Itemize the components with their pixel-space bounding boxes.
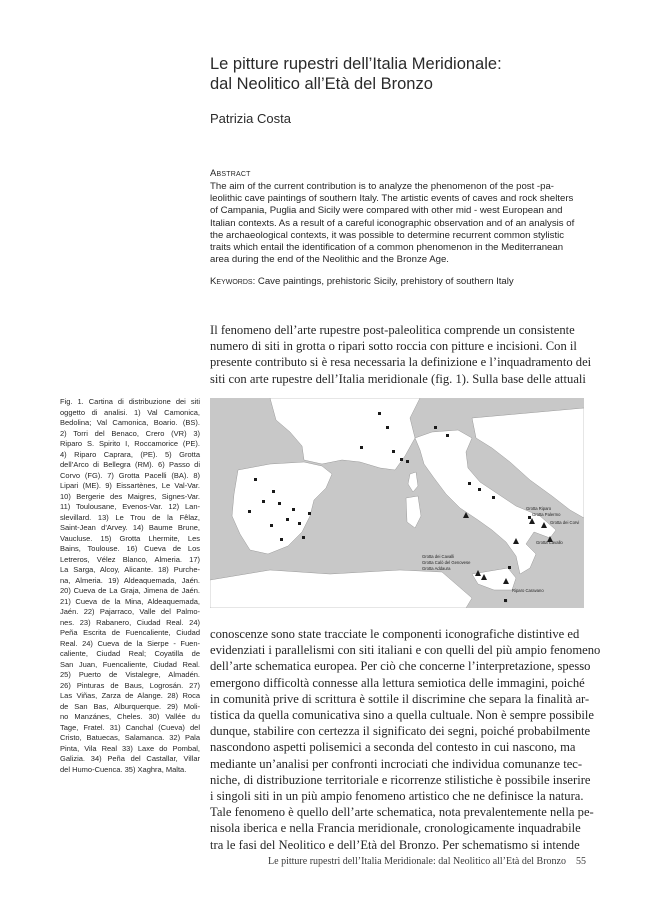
caption-line: 11) Toulousane, Evenos-Var. 12) Lan- — [60, 502, 200, 511]
abstract-line: Italian contexts. As a result of a careful iconographic observation and of an analysis of — [210, 217, 575, 229]
site-marker — [492, 496, 495, 499]
body-line: emergono difficoltà connesse alla lettura semiotica delle immagini, poiché — [210, 675, 585, 690]
abstract-line: traits which entail the identification of a common phenomenon in the Mediterranean — [210, 242, 564, 254]
site-marker — [360, 446, 363, 449]
page-footer — [250, 856, 586, 867]
caption-line: na, Almeria. 19) Aldeaquemada, Jaén. — [60, 575, 200, 585]
abstract-heading: Abstract — [210, 168, 251, 179]
caption-line: oggetto di analisi. 1) Val Camonica, — [60, 407, 200, 417]
site-marker — [468, 482, 471, 485]
site-marker — [386, 426, 389, 429]
caption-line: Vaucluse. 15) Grotta Lhermite, Les — [60, 533, 200, 543]
map-label: Grotta Calò del Genovese — [422, 560, 471, 565]
caption-line: caliente, Ciudad Real; Coyatilla de — [60, 649, 200, 658]
site-marker — [272, 490, 275, 493]
caption-line: Pinta, Vila Real 33) Laxe do Pombal, — [60, 743, 200, 753]
body-line: evidenziati i parallelismi con siti italiani e con quelli del più ampio fenomeno — [210, 643, 601, 658]
caption-line: 4) Riparo Caprara, (PE). 5) Grotta — [60, 449, 200, 459]
body-line: tra le fasi del Neolitico e dell’Età del Bronzo. Per schematismo si intende — [210, 837, 580, 852]
body-line: presente contributo si è resa necessaria la definizione e l’inquadramento dei — [210, 355, 592, 370]
abstract-line: of Campania, Puglia and Sicily were compared with other mid - west European and — [210, 205, 563, 217]
body-line: nascondono aspetti polisemici a seconda del contesto in cui nascono, ma — [210, 740, 576, 755]
site-marker — [280, 538, 283, 541]
site-marker — [528, 516, 531, 519]
abstract-line: the archaeological contexts, it was possible to determine recurrent common stylistic — [210, 229, 565, 241]
site-marker — [302, 536, 305, 539]
site-marker — [504, 599, 507, 602]
page-number: 55 — [576, 856, 586, 867]
site-marker — [478, 488, 481, 491]
caption-line: Saint-Jean d’Arvey. 14) Baume Brune, — [60, 523, 200, 532]
site-marker — [434, 426, 437, 429]
caption-line: del Humo-Cuenca. 35) Xaghra, Malta. — [60, 764, 187, 774]
body-line: nisola iberica e nella Francia meridionale, cronologicamente inquadrabile — [210, 821, 581, 836]
caption-line: Real. 24) Cueva de la Sierpe - Fuen- — [60, 638, 200, 648]
abstract-line: The aim of the current contribution is to analyze the phenomenon of the post -pa- — [210, 181, 554, 192]
caption-line: Jaén. 22) Pajarraco, Valle del Palmo- — [60, 607, 200, 616]
distribution-map — [210, 398, 584, 608]
title-line: dal Neolitico all’Età del Bronzo — [210, 75, 433, 93]
caption-line: Galizia. 34) Peña del Castallar, Villar — [60, 754, 200, 763]
body-line: i singoli siti in un più ampio fenomeno artistico che ne definisce la natura. — [210, 789, 584, 804]
caption-line: de San Bas, Alburquerque. 29) Moli- — [60, 701, 200, 711]
site-marker — [262, 500, 265, 503]
caption-line: San Juan, Fuencaliente, Ciudad Real. — [60, 659, 200, 669]
map-label: Riparo Caravano — [512, 588, 544, 593]
caption-line: Letreros, Vélez Blanco, Almeria. 17) — [60, 554, 200, 564]
caption-line: no Manzánes, Cheles. 30) Vallée du — [60, 712, 200, 721]
keywords-label: Keywords: — [210, 276, 256, 287]
site-marker — [278, 502, 281, 505]
body-line: dunque, stabilire con certezza il significato dei segni, poiché probabilmente — [210, 724, 591, 739]
map-label: Grotta dei Corvi — [550, 520, 580, 525]
caption-line: Lipari (ME). 9) Eissartènes, Le Val-Var. — [60, 481, 200, 490]
caption-line: 25) Puerto de Vistalegre, Almadén. — [60, 670, 200, 679]
body-line: siti con arte rupestre dell’Italia meridionale (fig. 1). Sulla base delle attuali — [210, 371, 586, 386]
author-name: Patrizia Costa — [210, 111, 291, 126]
site-marker — [292, 508, 295, 511]
figure-caption — [60, 397, 200, 775]
land-north-africa — [210, 570, 472, 608]
site-marker — [248, 510, 251, 513]
caption-line: slevillard. 13) Le Trou de la Fêlaz, — [60, 512, 200, 522]
caption-line: 26) Pinturas de Baus, Logrosán. 27) — [60, 680, 200, 690]
map-label: Grotta Riparo — [526, 506, 552, 511]
keywords — [210, 276, 514, 287]
caption-line: 21) Cueva de la Mina, Aldeaquemada, — [60, 596, 200, 606]
caption-line: La Sarga, Alcoy, Alicante. 18) Purche- — [60, 565, 200, 574]
map-label: Grotta dei Cavalli — [422, 554, 455, 559]
title-line: Le pitture rupestri dell’Italia Meridionale: — [210, 55, 502, 73]
abstract-line: leolithic cave paintings of southern Italy. The artistic events of caves and rock shelters — [210, 193, 574, 205]
caption-line: Tage, Fratel. 31) Canchal (Cueva) del — [60, 722, 200, 732]
site-marker — [446, 434, 449, 437]
running-title: Le pitture rupestri dell’Italia Meridionale: dal Neolitico all’Età del Bronzo — [268, 856, 566, 867]
body-line: tistica da quella comunicativa sino a quella cultuale. Non è sempre possibile — [210, 708, 594, 723]
body-line: in comunità prive di scrittura è sottile il discrimine che separa la finalità ar- — [210, 691, 590, 706]
map-label: Grotta Cavallo — [536, 540, 563, 545]
caption-line: Bedolina; Val Camonica, Boario. (BS). — [60, 418, 200, 427]
caption-line: Corvo (FG). 7) Grotta Pacelli (BA). 8) — [60, 470, 200, 480]
caption-line: Riparo S. Spirito I, Roccamorice (PE). — [60, 439, 200, 448]
map-label: Grotta Palermo — [532, 512, 561, 517]
body-line: dell’arte schematica europea. Per ciò che concerne l’interpretazione, spesso — [210, 659, 591, 674]
body-line: Il fenomeno dell’arte rupestre post-paleolitica comprende un consistente — [210, 323, 575, 337]
site-marker — [286, 518, 289, 521]
caption-line: dell’Arco di Bellegra (RM). 6) Passo di — [60, 460, 200, 469]
body-line: mediante un’analisi per confronti incrociati che individua comunanze tec- — [210, 756, 583, 771]
map-label: Grotta Addaura — [422, 566, 451, 571]
caption-line: 20) Cueva de La Graja, Jimena de Jaén. — [60, 586, 200, 595]
caption-line: Las Viñas, Zarza de Alange. 28) Roca — [60, 691, 200, 700]
caption-line: nes. 23) Rabanero, Ciudad Real. 24) — [60, 617, 200, 627]
body-text-bottom — [210, 626, 601, 853]
site-marker — [378, 412, 381, 415]
site-marker — [308, 512, 311, 515]
keywords-text: Cave paintings, prehistoric Sicily, prehistory of southern Italy — [257, 276, 514, 287]
site-marker — [270, 524, 273, 527]
map-graphic — [210, 398, 584, 608]
body-line: Tale fenomeno è quello dell’arte schematica, nota prevalentemente nella pe- — [210, 805, 594, 820]
body-line: niche, di distribuzione territoriale e ricorrenze stilistiche è possibile inserire — [210, 772, 591, 787]
abstract-text — [210, 181, 582, 266]
body-line: conoscenze sono state tracciate le componenti iconografiche distintive ed — [210, 627, 580, 641]
site-marker — [254, 478, 257, 481]
caption-line: 10) Bergerie des Maigres, Signes-Var. — [60, 491, 200, 501]
body-line: numero di siti in grotta o ripari sotto roccia con pitture e incisioni. Con il — [210, 339, 577, 354]
body-text-top — [210, 322, 592, 387]
caption-line: Peña Escrita de Fuencaliente, Ciudad — [60, 628, 200, 637]
site-marker — [400, 458, 403, 461]
caption-line: 2) Torri del Benaco, Crero (VR) 3) — [60, 428, 200, 438]
site-marker — [406, 460, 409, 463]
caption-line: Fig. 1. Cartina di distribuzione dei siti — [60, 397, 200, 406]
article-title — [210, 54, 610, 94]
site-marker — [392, 450, 395, 453]
caption-line: Cristo, Batuecas, Salamanca. 32) Pala — [60, 733, 200, 742]
caption-line: Bains, Toulouse. 16) Cueva de Los — [60, 544, 200, 553]
site-marker — [508, 566, 511, 569]
site-marker — [298, 522, 301, 525]
abstract-line: area during the end of the Neolithic and the Bronze Age. — [210, 254, 449, 266]
